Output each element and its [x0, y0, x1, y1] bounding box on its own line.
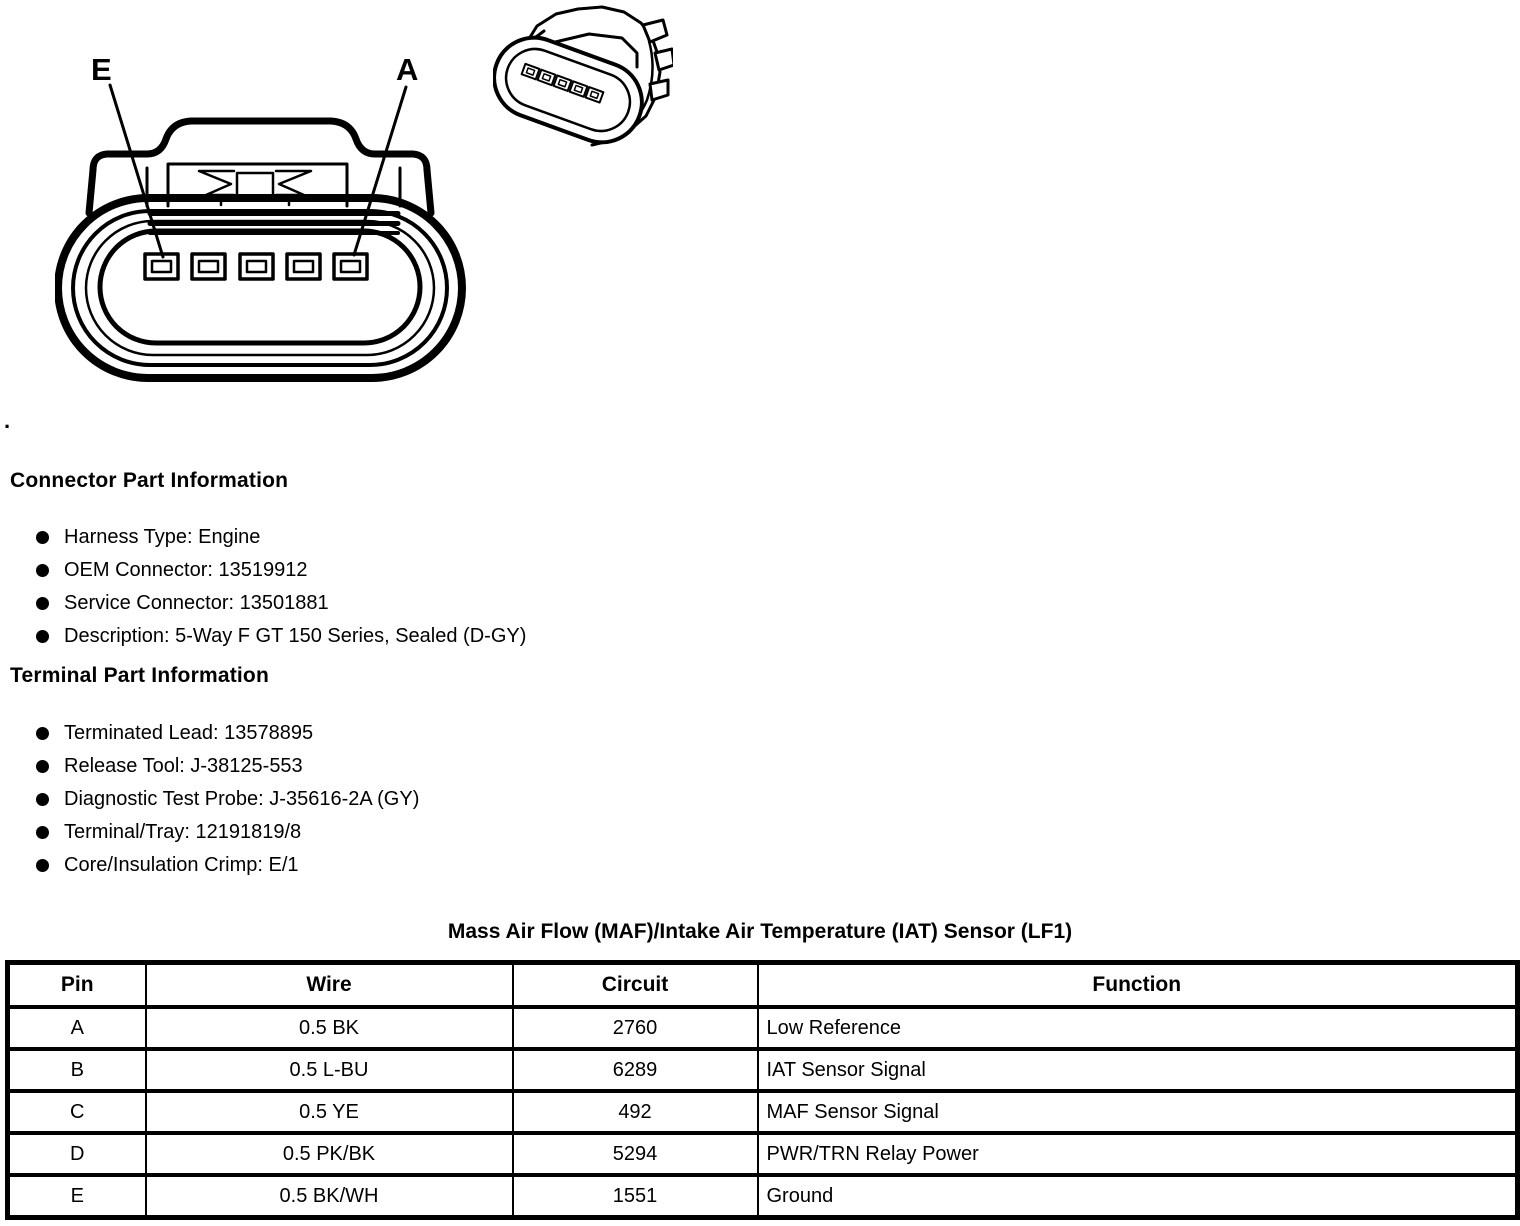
pin-cell: A	[8, 1007, 146, 1049]
terminal-slot-inners	[152, 261, 360, 272]
column-header-circuit: Circuit	[513, 963, 758, 1008]
table-row	[8, 1049, 1518, 1091]
stray-period: .	[4, 408, 11, 433]
circuit-cell: 2760	[513, 1007, 758, 1049]
list-item-text: Release Tool: J-38125-553	[64, 755, 303, 777]
wire-cell: 0.5 L-BU	[146, 1049, 513, 1091]
list-item	[0, 849, 419, 882]
pin-e-label: E	[91, 52, 112, 87]
table-row	[8, 1175, 1518, 1218]
function-cell: MAF Sensor Signal	[758, 1091, 1518, 1133]
function-cell: PWR/TRN Relay Power	[758, 1133, 1518, 1175]
circuit-cell: 492	[513, 1091, 758, 1133]
list-item-text: Terminal/Tray: 12191819/8	[64, 821, 302, 843]
pin-cell: C	[8, 1091, 146, 1133]
pin-cell: E	[8, 1175, 146, 1218]
list-item-text: Core/Insulation Crimp: E/1	[64, 854, 299, 876]
pin-a-label: A	[396, 52, 419, 87]
function-cell: Ground	[758, 1175, 1518, 1218]
connector-part-info-list	[0, 521, 526, 653]
circuit-cell: 1551	[513, 1175, 758, 1218]
bullet-icon	[36, 826, 49, 839]
table-row	[8, 1007, 1518, 1049]
bullet-icon	[36, 727, 49, 740]
column-header-function: Function	[758, 963, 1518, 1008]
function-cell: IAT Sensor Signal	[758, 1049, 1518, 1091]
list-item-text: Service Connector: 13501881	[64, 592, 329, 614]
list-item	[0, 554, 526, 587]
bullet-icon	[36, 564, 49, 577]
list-item-text: Description: 5-Way F GT 150 Series, Sealed (D-GY)	[64, 625, 527, 647]
seal-ring-inner	[100, 231, 420, 343]
list-item	[0, 816, 419, 849]
wire-cell: 0.5 PK/BK	[146, 1133, 513, 1175]
bullet-icon	[36, 859, 49, 872]
terminal-part-info-list	[0, 717, 419, 882]
iso-tab	[655, 49, 673, 70]
list-item	[0, 587, 526, 620]
list-item	[0, 783, 419, 816]
wire-cell: 0.5 BK	[146, 1007, 513, 1049]
pinout-table	[5, 960, 1520, 1220]
terminal-slot	[334, 254, 367, 279]
list-item-text: Harness Type: Engine	[64, 526, 261, 548]
terminal-slot	[192, 254, 225, 279]
table-header-row	[8, 963, 1518, 1008]
table-title: Mass Air Flow (MAF)/Intake Air Temperature (IAT) Sensor (LF1)	[447, 920, 1073, 943]
wire-cell: 0.5 YE	[146, 1091, 513, 1133]
iso-tab	[650, 80, 668, 100]
list-item	[0, 750, 419, 783]
connector-part-info-heading: Connector Part Information	[10, 469, 289, 492]
terminal-slot	[240, 254, 273, 279]
list-item	[0, 620, 526, 653]
bullet-icon	[36, 630, 49, 643]
pin-cell: D	[8, 1133, 146, 1175]
terminal-slots	[145, 254, 367, 279]
pin-cell: B	[8, 1049, 146, 1091]
list-item-text: OEM Connector: 13519912	[64, 559, 308, 581]
bullet-icon	[36, 531, 49, 544]
list-item	[0, 717, 419, 750]
table-row	[8, 1091, 1518, 1133]
list-item	[0, 521, 526, 554]
connector-face-diagram	[55, 45, 470, 385]
bullet-icon	[36, 760, 49, 773]
seal-ring-3	[86, 221, 434, 355]
function-cell: Low Reference	[758, 1007, 1518, 1049]
terminal-part-info-heading: Terminal Part Information	[10, 664, 269, 687]
terminal-slot	[145, 254, 178, 279]
connector-3d-view	[493, 0, 673, 150]
terminal-slot	[287, 254, 320, 279]
column-header-wire: Wire	[146, 963, 513, 1008]
circuit-cell: 5294	[513, 1133, 758, 1175]
bullet-icon	[36, 597, 49, 610]
column-header-pin: Pin	[8, 963, 146, 1008]
list-item-text: Terminated Lead: 13578895	[64, 722, 314, 744]
list-item-text: Diagnostic Test Probe: J-35616-2A (GY)	[64, 788, 420, 810]
bullet-icon	[36, 793, 49, 806]
table-row	[8, 1133, 1518, 1175]
circuit-cell: 6289	[513, 1049, 758, 1091]
wire-cell: 0.5 BK/WH	[146, 1175, 513, 1218]
